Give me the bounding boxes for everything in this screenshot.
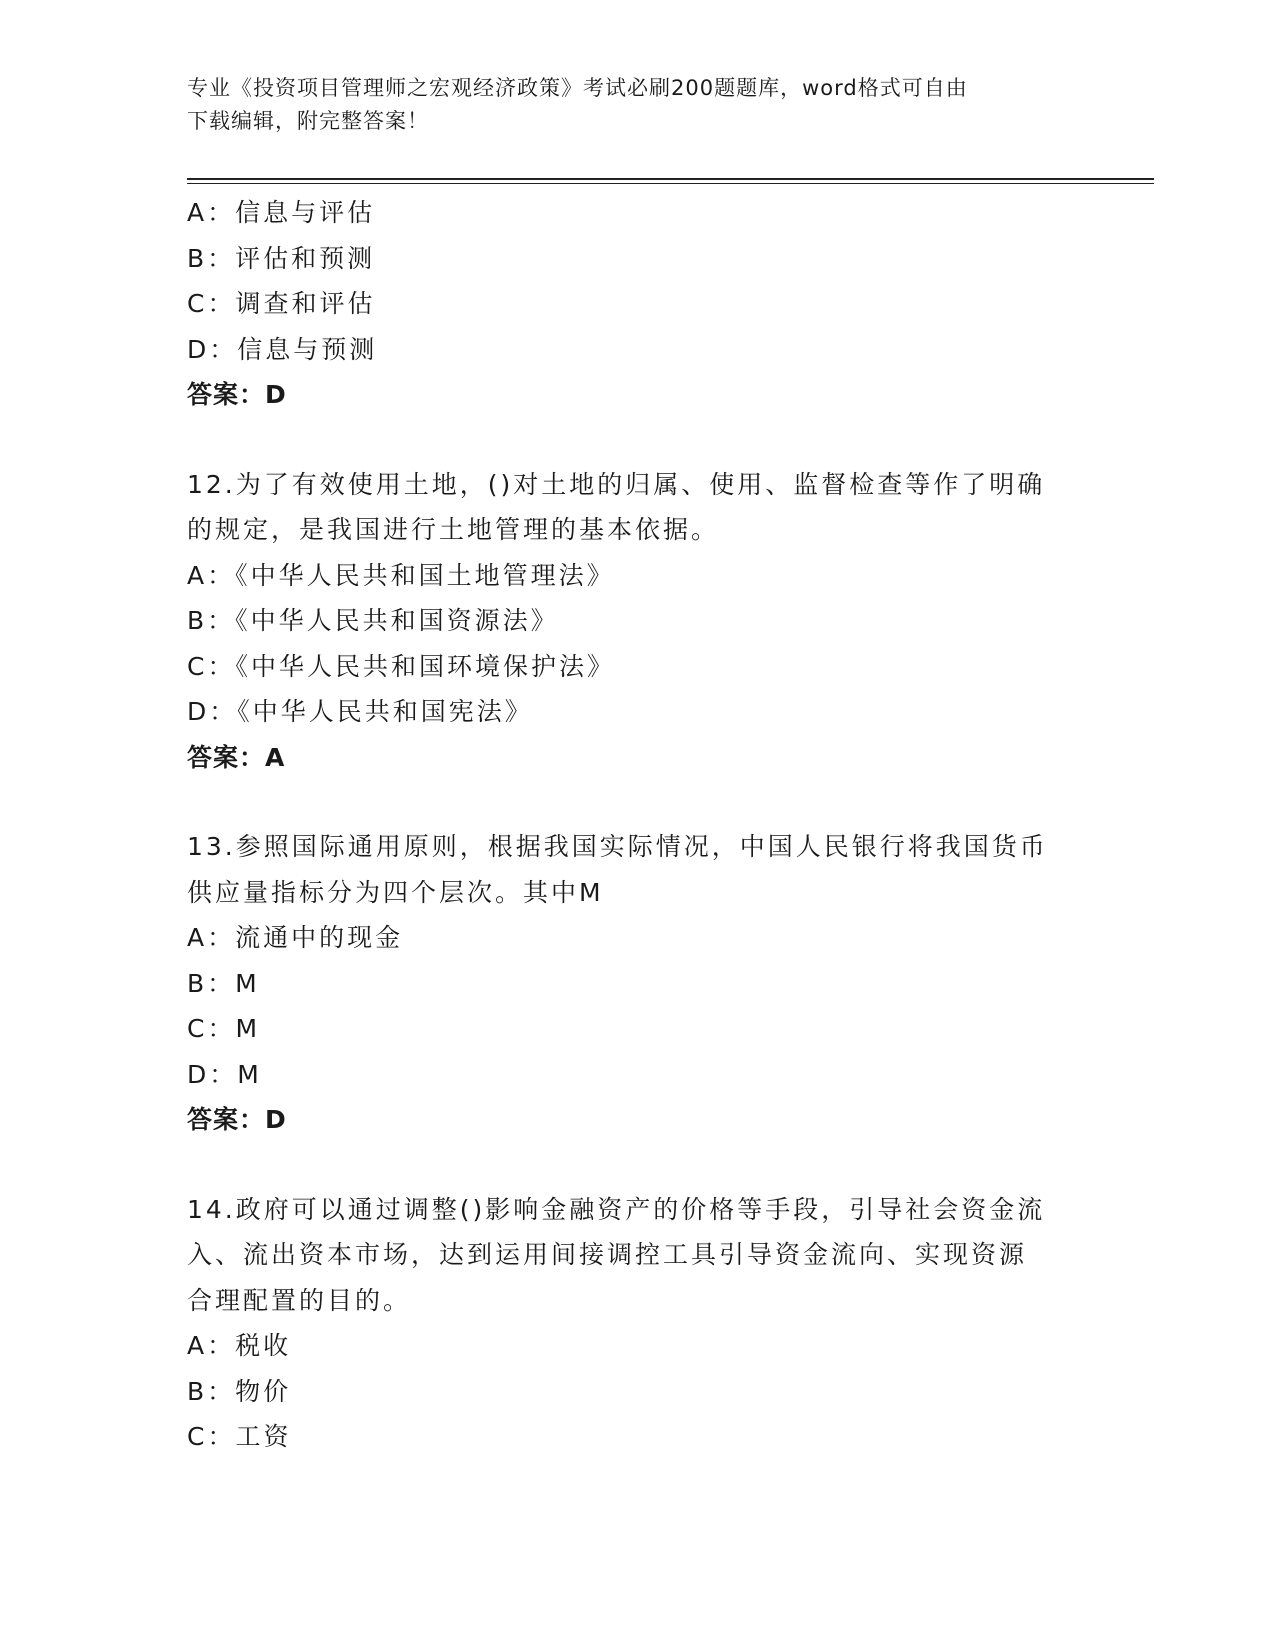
question-11	[187, 190, 1087, 418]
option-a: A：税收	[187, 1331, 292, 1360]
question-text-line: 入、流出资本市场，达到运用间接调控工具引导资金流向、实现资源	[187, 1240, 1028, 1269]
question-list	[187, 190, 1087, 1460]
question-text-line: 供应量指标分为四个层次。其中M	[187, 877, 604, 907]
header-title-line-1: 专业《投资项目管理师之宏观经济政策》考试必刷200题题库，word格式可自由	[187, 76, 968, 100]
question-text-line: 合理配置的目的。	[187, 1285, 412, 1315]
option-c: C：调查和评估	[187, 289, 376, 318]
option-a: A：《中华人民共和国土地管理法》	[187, 560, 615, 590]
header-divider-thin	[187, 183, 1154, 184]
option-a: A：流通中的现金	[187, 923, 404, 952]
header-divider-thick	[187, 178, 1154, 180]
option-c: C：工资	[187, 1422, 292, 1451]
question-13	[187, 824, 1087, 1143]
option-a: A：信息与评估	[187, 198, 376, 227]
question-text-line: 14.政府可以通过调整()影响金融资产的价格等手段，引导社会资金流	[187, 1194, 1046, 1224]
option-c: C：M	[187, 1014, 261, 1043]
answer: 答案：D	[187, 380, 287, 409]
answer: 答案：A	[187, 742, 286, 772]
option-b: B：评估和预测	[187, 243, 376, 273]
question-text-line: 12.为了有效使用土地，()对土地的归属、使用、监督检查等作了明确	[187, 469, 1046, 499]
option-d: D：M	[187, 1059, 262, 1089]
answer: 答案：D	[187, 1105, 287, 1134]
question-text-line: 13.参照国际通用原则，根据我国实际情况，中国人民银行将我国货币	[187, 832, 1048, 861]
option-c: C：《中华人民共和国环境保护法》	[187, 651, 615, 681]
option-b: B：《中华人民共和国资源法》	[187, 606, 559, 635]
option-d: D：信息与预测	[187, 334, 378, 364]
option-d: D：《中华人民共和国宪法》	[187, 697, 533, 726]
question-14	[187, 1187, 1087, 1460]
question-12	[187, 462, 1087, 781]
option-b: B：M	[187, 968, 260, 998]
document-header	[187, 72, 1067, 138]
option-b: B：物价	[187, 1376, 292, 1406]
question-text-line: 的规定，是我国进行土地管理的基本依据。	[187, 515, 720, 544]
header-title-line-2: 下载编辑，附完整答案！	[187, 109, 429, 133]
